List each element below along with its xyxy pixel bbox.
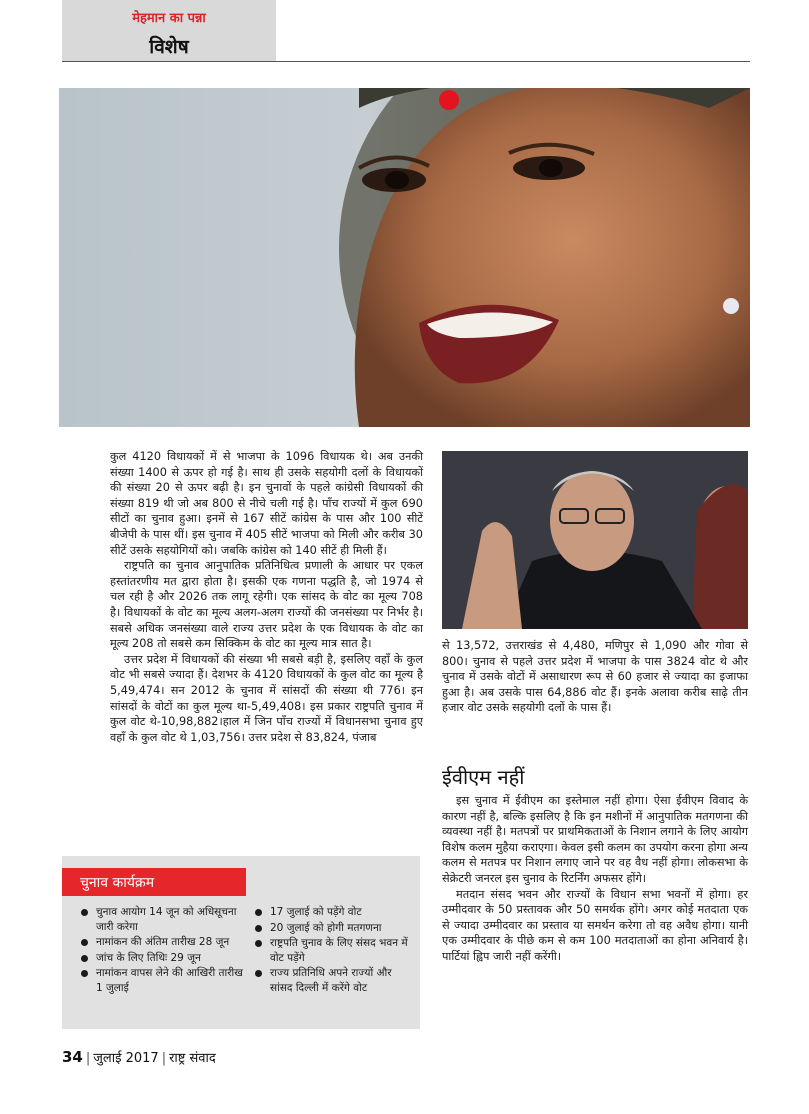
article-right-column-top — [442, 638, 748, 716]
article-paragraph: उत्तर प्रदेश में विधायकों की संख्या भी सबसे बड़ी है, इसलिए वहाँ के कुल वोट भी सबसे ज्यादा हैं। देशभर के 4120 विधायकों के कुल वोट का मूल्य है 5,49,474। सन 2012 के चुनाव में सांसदों की संख्या थी 776। इन सांसदों के वोटों का कुल मूल्य था-5,49,408। इस प्रकार राष्ट्रपति चुनाव में कुल वोट थे-10,98,882।हाल में जिन पाँच राज्यों में विधानसभा चुनाव हुए वहाँ के कुल वोट थे 1,03,756। उत्तर प्रदेश से 83,824, पंजाब — [110, 652, 423, 744]
schedule-item: 20 जुलाई को होगी मतगणना — [252, 921, 412, 936]
schedule-item: 17 जुलाई को पड़ेंगे वोट — [252, 905, 412, 920]
schedule-item: नामांकन की अंतिम तारीख 28 जून — [78, 935, 248, 950]
schedule-item: राष्ट्रपति चुनाव के लिए संसद भवन में वोट पड़ेंगे — [252, 936, 412, 965]
schedule-item: जांच के लिए तिथिः 29 जून — [78, 951, 248, 966]
article-paragraph: इस चुनाव में ईवीएम का इस्तेमाल नहीं होगा। ऐसा ईवीएम विवाद के कारण नहीं है, बल्कि इसलिए है कि इन मशीनों में आनुपातिक मतगणना की व्यवस्था नहीं है। मतपत्रों पर प्राथमिकताओं के निशान लगाने के लिए आयोग विशेष कलम मुहैया कराएगा। केवल इसी कलम का उपयोग करना होगा अन्य कलम से मतपत्र पर निशान लगाए जाने पर वह वैध नहीं होगा। लोकसभा के सेक्रेटरी जनरल इस चुनाव के रिटर्निंग अफसर होंगे। — [442, 794, 748, 885]
article-right-column-bottom — [442, 793, 748, 965]
section-label: मेहमान का पन्ना — [132, 11, 206, 26]
main-portrait-photo — [59, 88, 750, 427]
article-paragraph: राष्ट्रपति का चुनाव आनुपातिक प्रतिनिधित्व प्रणाली के आधार पर एकल हस्तांतरणीय मत द्वारा होता है। इसकी एक गणना पद्धति है, जो 1974 से चल रही है और 2026 तक लागू रहेगी। एक सांसद के वोट का मूल्य 708 है। विधायकों के वोट का मूल्य अलग-अलग राज्यों की जनसंख्या पर निर्भर है। सबसे अधिक जनसंख्या वाले राज्य उत्तर प्रदेश के एक विधायक के वोट का मूल्य 208 तो सबसे कम सिक्किम के वोट का मूल्य मात्र सात है। — [110, 559, 423, 651]
publication-name: राष्ट्र संवाद — [169, 1051, 216, 1066]
schedule-list-left — [78, 905, 248, 996]
schedule-box-title: चुनाव कार्यक्रम — [80, 875, 155, 891]
inset-portrait-photo — [442, 451, 748, 629]
schedule-item: राज्य प्रतिनिधि अपने राज्यों और सांसद दिल्ली में करेंगे वोट — [252, 966, 412, 995]
inset-illustration — [442, 451, 748, 629]
subheading: ईवीएम नहीं — [442, 765, 525, 789]
article-paragraph: से 13,572, उत्तराखंड से 4,480, मणिपुर से 1,090 और गोवा से 800। चुनाव से पहले उत्तर प्रदेश में भाजपा के पास 3824 वोट थे और चुनाव में उसके वोटों में असाधारण रूप से 60 हजार से ज्यादा का इजाफा हुआ है। अब उसके पास 64,886 वोट हैं। इनके अलावा करीब साढ़े तीन हजार वोट उसके सहयोगी दलों के पास हैं। — [442, 639, 748, 715]
article-paragraph: कुल 4120 विधायकों में से भाजपा के 1096 विधायक थे। अब उनकी संख्या 1400 से ऊपर हो गई है। साथ ही उसके सहयोगी दलों के विधायकों की संख्या 20 से ऊपर बढ़ी है। इन चुनावों के पहले कांग्रेसी विधायकों की संख्या 819 थी जो अब 800 से नीचे चली गई है। पाँच राज्यों में कुल 690 सीटों का चुनाव हुआ। इनमें से 167 सीटें कांग्रेस के पास और 100 सीटें बीजेपी के पास थीं। इस चुनाव में 405 सीटें भाजपा को मिली और करीब 30 सीटें उसके सहयोगियों को। जबकि कांग्रेस को 140 सीटें ही मिली हैं। — [110, 450, 423, 557]
article-left-column — [110, 449, 423, 745]
section-title: विशेष — [149, 36, 189, 58]
header-rule — [62, 61, 750, 62]
issue-date: जुलाई 2017 — [93, 1051, 159, 1066]
page-number: 34 — [62, 1048, 83, 1066]
schedule-list-right — [252, 905, 412, 996]
schedule-box-title-bar — [62, 868, 246, 896]
schedule-item: चुनाव आयोग 14 जून को अधिसूचना जारी करेगा — [78, 905, 248, 934]
article-paragraph: मतदान संसद भवन और राज्यों के विधान सभा भवनों में होगा। हर उम्मीदवार के 50 प्रस्तावक और 50 समर्थक होंगे। अगर कोई मतदाता एक से ज्यादा उम्मीदवार का प्रस्ताव या समर्थन करेगा तो वह अवैध होगा। यानी एक उम्मीदवार के पीछे कम से कम 100 मतदाताओं का होना अनिवार्य है। पार्टियां ह्विप जारी नहीं करेंगी। — [442, 887, 748, 963]
page-footer: 34 | जुलाई 2017 | राष्ट्र संवाद — [62, 1048, 216, 1066]
portrait-illustration — [59, 88, 750, 427]
schedule-item: नामांकन वापस लेने की आखिरी तारीख 1 जुलाई — [78, 966, 248, 995]
